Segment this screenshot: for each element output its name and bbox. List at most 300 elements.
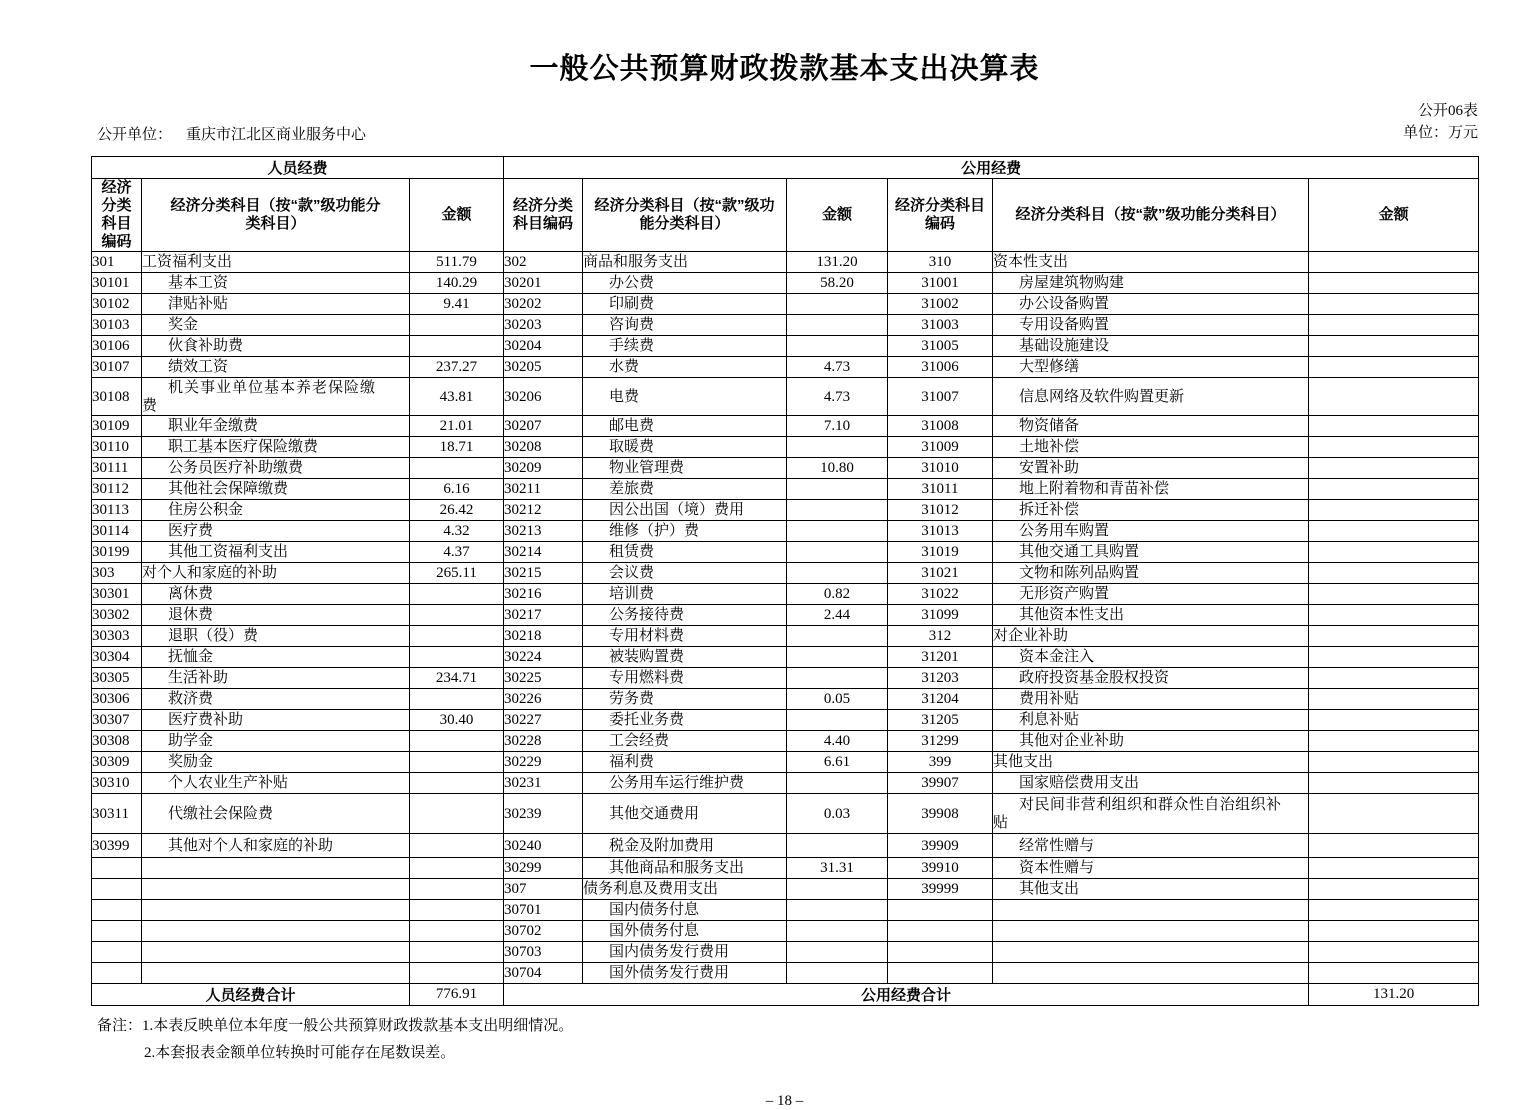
totals-row xyxy=(92,984,1479,1006)
subject-cell: 劳务费 xyxy=(583,689,787,710)
subject-cell: 电费 xyxy=(583,378,787,416)
subject-cell: 文物和陈列品购置 xyxy=(993,563,1309,584)
table-row xyxy=(92,500,1479,521)
code-cell: 30213 xyxy=(504,521,583,542)
amount-cell xyxy=(1309,668,1479,689)
amount-cell xyxy=(1309,689,1479,710)
amount-cell xyxy=(1309,900,1479,921)
amount-cell xyxy=(1309,963,1479,984)
table-row xyxy=(92,626,1479,647)
subject-cell: 国内债务付息 xyxy=(583,900,787,921)
code-cell: 30224 xyxy=(504,647,583,668)
subject-cell: 税金及附加费用 xyxy=(583,834,787,858)
subject-cell: 被装购置费 xyxy=(583,647,787,668)
amount-cell: 0.03 xyxy=(787,794,888,834)
amount-cell xyxy=(1309,584,1479,605)
amount-cell xyxy=(410,900,504,921)
column-header-code-2: 经济分类科目编码 xyxy=(504,179,583,252)
code-cell: 31204 xyxy=(888,689,993,710)
amount-cell: 0.05 xyxy=(787,689,888,710)
code-cell: 31008 xyxy=(888,416,993,437)
amount-cell xyxy=(410,689,504,710)
amount-cell xyxy=(787,942,888,963)
code-cell: 399 xyxy=(888,752,993,773)
subject-cell: 医疗费 xyxy=(142,521,410,542)
subject-cell: 国外债务付息 xyxy=(583,921,787,942)
document-sheet xyxy=(91,0,1478,1110)
table-row xyxy=(92,437,1479,458)
subject-cell: 个人农业生产补贴 xyxy=(142,773,410,794)
amount-cell xyxy=(1309,563,1479,584)
table-row xyxy=(92,521,1479,542)
subject-cell: 地上附着物和青苗补偿 xyxy=(993,479,1309,500)
amount-cell: 0.82 xyxy=(787,584,888,605)
amount-cell xyxy=(1309,416,1479,437)
column-header-subject-1: 经济分类科目（按“款”级功能分类科目） xyxy=(142,179,410,252)
page-title: 一般公共预算财政拨款基本支出决算表 xyxy=(529,53,1040,85)
amount-cell xyxy=(410,963,504,984)
subject-cell: 医疗费补助 xyxy=(142,710,410,731)
code-cell: 30216 xyxy=(504,584,583,605)
subject-cell: 其他交通工具购置 xyxy=(993,542,1309,563)
subject-cell: 工会经费 xyxy=(583,731,787,752)
code-cell: 30215 xyxy=(504,563,583,584)
subject-cell: 印刷费 xyxy=(583,294,787,315)
amount-cell xyxy=(1309,294,1479,315)
code-cell xyxy=(92,879,142,900)
code-cell: 30229 xyxy=(504,752,583,773)
amount-cell xyxy=(1309,437,1479,458)
meta-row xyxy=(91,100,1478,144)
subject-cell: 房屋建筑物购建 xyxy=(993,273,1309,294)
amount-cell: 18.71 xyxy=(410,437,504,458)
column-header-amount-2: 金额 xyxy=(787,179,888,252)
code-cell: 30399 xyxy=(92,834,142,858)
code-cell: 39999 xyxy=(888,879,993,900)
code-cell: 30702 xyxy=(504,921,583,942)
subject-cell: 拆迁补偿 xyxy=(993,500,1309,521)
subject-cell: 咨询费 xyxy=(583,315,787,336)
amount-cell xyxy=(1309,834,1479,858)
column-header-subject-2: 经济分类科目（按“款”级功能分类科目） xyxy=(583,179,787,252)
code-cell: 31010 xyxy=(888,458,993,479)
subject-cell: 安置补助 xyxy=(993,458,1309,479)
amount-cell xyxy=(1309,500,1479,521)
subject-cell: 退休费 xyxy=(142,605,410,626)
subject-cell: 绩效工资 xyxy=(142,357,410,378)
subject-cell: 商品和服务支出 xyxy=(583,252,787,273)
code-cell: 307 xyxy=(504,879,583,900)
subject-cell: 国家赔偿费用支出 xyxy=(993,773,1309,794)
table-row xyxy=(92,858,1479,879)
subject-cell: 公务用车运行维护费 xyxy=(583,773,787,794)
subject-cell: 伙食补助费 xyxy=(142,336,410,357)
code-cell: 30112 xyxy=(92,479,142,500)
subject-cell: 水费 xyxy=(583,357,787,378)
amount-cell xyxy=(1309,336,1479,357)
code-cell: 30108 xyxy=(92,378,142,416)
subject-cell: 其他支出 xyxy=(993,879,1309,900)
code-cell: 39909 xyxy=(888,834,993,858)
table-row xyxy=(92,963,1479,984)
code-cell: 31009 xyxy=(888,437,993,458)
code-cell: 30306 xyxy=(92,689,142,710)
code-cell: 30204 xyxy=(504,336,583,357)
code-cell: 31019 xyxy=(888,542,993,563)
subject-cell: 对民间非营利组织和群众性自治组织补贴 xyxy=(993,794,1309,834)
table-row xyxy=(92,773,1479,794)
amount-cell: 4.40 xyxy=(787,731,888,752)
publisher-name: 重庆市江北区商业服务中心 xyxy=(186,127,367,143)
amount-cell xyxy=(1309,378,1479,416)
subject-cell: 物资储备 xyxy=(993,416,1309,437)
code-cell xyxy=(92,942,142,963)
code-cell: 31205 xyxy=(888,710,993,731)
amount-cell xyxy=(1309,542,1479,563)
amount-cell xyxy=(410,773,504,794)
code-cell: 30303 xyxy=(92,626,142,647)
subject-cell: 其他对个人和家庭的补助 xyxy=(142,834,410,858)
subject-cell: 因公出国（境）费用 xyxy=(583,500,787,521)
amount-cell xyxy=(787,647,888,668)
code-cell: 302 xyxy=(504,252,583,273)
amount-cell xyxy=(410,336,504,357)
amount-cell: 131.20 xyxy=(787,252,888,273)
amount-cell xyxy=(787,626,888,647)
subject-cell: 抚恤金 xyxy=(142,647,410,668)
code-cell: 31003 xyxy=(888,315,993,336)
code-cell: 30240 xyxy=(504,834,583,858)
amount-cell xyxy=(787,315,888,336)
code-cell: 310 xyxy=(888,252,993,273)
amount-cell xyxy=(787,521,888,542)
code-cell: 30208 xyxy=(504,437,583,458)
amount-cell xyxy=(410,858,504,879)
subject-cell: 专用设备购置 xyxy=(993,315,1309,336)
code-cell: 30302 xyxy=(92,605,142,626)
amount-cell xyxy=(1309,626,1479,647)
subject-cell: 培训费 xyxy=(583,584,787,605)
subject-cell: 维修（护）费 xyxy=(583,521,787,542)
code-cell: 301 xyxy=(92,252,142,273)
subject-cell xyxy=(993,900,1309,921)
subject-cell: 国外债务发行费用 xyxy=(583,963,787,984)
subject-cell: 基本工资 xyxy=(142,273,410,294)
amount-cell xyxy=(1309,752,1479,773)
code-cell: 31011 xyxy=(888,479,993,500)
subject-cell: 差旅费 xyxy=(583,479,787,500)
subject-cell xyxy=(142,858,410,879)
unit-label: 单位：万元 xyxy=(1402,125,1478,141)
code-cell: 31099 xyxy=(888,605,993,626)
table-row xyxy=(92,416,1479,437)
code-cell: 30110 xyxy=(92,437,142,458)
amount-cell xyxy=(787,336,888,357)
amount-cell xyxy=(1309,357,1479,378)
column-header-row xyxy=(92,179,1479,252)
subject-cell: 救济费 xyxy=(142,689,410,710)
amount-cell xyxy=(1309,942,1479,963)
code-cell: 30231 xyxy=(504,773,583,794)
code-cell xyxy=(92,921,142,942)
subject-cell: 大型修缮 xyxy=(993,357,1309,378)
amount-cell xyxy=(787,834,888,858)
table-row xyxy=(92,942,1479,963)
code-cell: 30211 xyxy=(504,479,583,500)
subject-cell: 生活补助 xyxy=(142,668,410,689)
code-cell: 303 xyxy=(92,563,142,584)
subject-cell: 无形资产购置 xyxy=(993,584,1309,605)
subject-cell xyxy=(993,921,1309,942)
subject-cell: 债务利息及费用支出 xyxy=(583,879,787,900)
amount-cell: 511.79 xyxy=(410,252,504,273)
table-row xyxy=(92,315,1479,336)
public-total-amount: 131.20 xyxy=(1309,984,1479,1006)
personnel-total-amount: 776.91 xyxy=(410,984,504,1006)
amount-cell xyxy=(787,879,888,900)
code-cell: 30227 xyxy=(504,710,583,731)
code-cell: 30301 xyxy=(92,584,142,605)
code-cell: 30701 xyxy=(504,900,583,921)
code-cell: 30225 xyxy=(504,668,583,689)
code-cell: 30209 xyxy=(504,458,583,479)
amount-cell xyxy=(1309,921,1479,942)
code-cell: 30206 xyxy=(504,378,583,416)
subject-cell: 办公设备购置 xyxy=(993,294,1309,315)
subject-cell: 退职（役）费 xyxy=(142,626,410,647)
table-row xyxy=(92,731,1479,752)
code-cell: 30308 xyxy=(92,731,142,752)
notes-prefix: 备注： xyxy=(97,1018,143,1034)
subject-cell: 公务用车购置 xyxy=(993,521,1309,542)
subject-cell xyxy=(142,879,410,900)
subject-cell: 职业年金缴费 xyxy=(142,416,410,437)
subject-cell: 奖金 xyxy=(142,315,410,336)
amount-cell: 6.16 xyxy=(410,479,504,500)
expenditure-table xyxy=(91,156,1479,1006)
table-row xyxy=(92,689,1479,710)
code-cell: 30113 xyxy=(92,500,142,521)
amount-cell xyxy=(787,773,888,794)
code-cell: 31002 xyxy=(888,294,993,315)
code-cell: 39908 xyxy=(888,794,993,834)
code-cell: 31012 xyxy=(888,500,993,521)
subject-cell: 取暖费 xyxy=(583,437,787,458)
column-header-amount-1: 金额 xyxy=(410,179,504,252)
subject-cell: 会议费 xyxy=(583,563,787,584)
notes xyxy=(91,1013,1478,1067)
code-cell xyxy=(888,900,993,921)
table-row xyxy=(92,605,1479,626)
code-cell: 30199 xyxy=(92,542,142,563)
code-cell: 30226 xyxy=(504,689,583,710)
personnel-total-label: 人员经费合计 xyxy=(92,984,410,1006)
amount-cell xyxy=(787,437,888,458)
public-total-label: 公用经费合计 xyxy=(504,984,1309,1006)
note-line-1 xyxy=(97,1013,1478,1040)
page-number: – 18 – xyxy=(765,1093,804,1109)
code-cell: 30114 xyxy=(92,521,142,542)
code-cell xyxy=(888,921,993,942)
group-header-public: 公用经费 xyxy=(504,157,1479,179)
amount-cell: 31.31 xyxy=(787,858,888,879)
code-cell: 30217 xyxy=(504,605,583,626)
amount-cell xyxy=(787,900,888,921)
amount-cell xyxy=(787,479,888,500)
amount-cell xyxy=(787,563,888,584)
amount-cell xyxy=(410,879,504,900)
amount-cell xyxy=(410,605,504,626)
code-cell: 30307 xyxy=(92,710,142,731)
sheet-number-label: 公开06表 xyxy=(1417,103,1478,119)
amount-cell: 43.81 xyxy=(410,378,504,416)
amount-cell xyxy=(1309,521,1479,542)
amount-cell xyxy=(410,794,504,834)
subject-cell: 基础设施建设 xyxy=(993,336,1309,357)
code-cell: 31006 xyxy=(888,357,993,378)
amount-cell: 4.73 xyxy=(787,357,888,378)
code-cell: 30101 xyxy=(92,273,142,294)
subject-cell: 委托业务费 xyxy=(583,710,787,731)
subject-cell: 公务接待费 xyxy=(583,605,787,626)
subject-cell: 职工基本医疗保险缴费 xyxy=(142,437,410,458)
subject-cell: 专用燃料费 xyxy=(583,668,787,689)
code-cell xyxy=(92,900,142,921)
amount-cell: 9.41 xyxy=(410,294,504,315)
subject-cell: 其他对企业补助 xyxy=(993,731,1309,752)
subject-cell: 对个人和家庭的补助 xyxy=(142,563,410,584)
publisher-label: 公开单位： xyxy=(97,127,173,143)
amount-cell: 2.44 xyxy=(787,605,888,626)
code-cell: 30309 xyxy=(92,752,142,773)
code-cell: 39907 xyxy=(888,773,993,794)
column-header-code-3: 经济分类科目编码 xyxy=(888,179,993,252)
subject-cell: 政府投资基金股权投资 xyxy=(993,668,1309,689)
amount-cell xyxy=(410,752,504,773)
code-cell xyxy=(888,942,993,963)
subject-cell: 机关事业单位基本养老保险缴费 xyxy=(142,378,410,416)
subject-cell: 其他商品和服务支出 xyxy=(583,858,787,879)
code-cell: 30299 xyxy=(504,858,583,879)
code-cell: 30310 xyxy=(92,773,142,794)
table-row xyxy=(92,336,1479,357)
table-row xyxy=(92,584,1479,605)
amount-cell: 30.40 xyxy=(410,710,504,731)
table-row xyxy=(92,752,1479,773)
amount-cell: 4.73 xyxy=(787,378,888,416)
amount-cell xyxy=(787,500,888,521)
amount-cell xyxy=(410,731,504,752)
amount-cell xyxy=(787,963,888,984)
subject-cell: 助学金 xyxy=(142,731,410,752)
subject-cell: 土地补偿 xyxy=(993,437,1309,458)
amount-cell xyxy=(787,668,888,689)
table-row xyxy=(92,834,1479,858)
code-cell: 31021 xyxy=(888,563,993,584)
amount-cell xyxy=(410,315,504,336)
table-row xyxy=(92,357,1479,378)
subject-cell: 其他交通费用 xyxy=(583,794,787,834)
code-cell: 31005 xyxy=(888,336,993,357)
subject-cell: 资本性支出 xyxy=(993,252,1309,273)
table-row xyxy=(92,542,1479,563)
code-cell: 30102 xyxy=(92,294,142,315)
amount-cell: 4.37 xyxy=(410,542,504,563)
code-cell: 312 xyxy=(888,626,993,647)
subject-cell: 福利费 xyxy=(583,752,787,773)
amount-cell xyxy=(410,647,504,668)
amount-cell xyxy=(1309,731,1479,752)
subject-cell: 租赁费 xyxy=(583,542,787,563)
amount-cell: 10.80 xyxy=(787,458,888,479)
code-cell: 30305 xyxy=(92,668,142,689)
table-row xyxy=(92,794,1479,834)
amount-cell xyxy=(1309,252,1479,273)
meta-right xyxy=(1403,100,1478,144)
table-row xyxy=(92,252,1479,273)
table-row xyxy=(92,294,1479,315)
subject-cell: 利息补贴 xyxy=(993,710,1309,731)
note-line-2: 2.本套报表金额单位转换时可能存在尾数误差。 xyxy=(144,1045,456,1061)
amount-cell xyxy=(1309,647,1479,668)
code-cell: 30201 xyxy=(504,273,583,294)
amount-cell xyxy=(1309,479,1479,500)
code-cell: 30212 xyxy=(504,500,583,521)
table-row xyxy=(92,273,1479,294)
amount-cell xyxy=(1309,710,1479,731)
code-cell: 30205 xyxy=(504,357,583,378)
code-cell: 30107 xyxy=(92,357,142,378)
code-cell: 30218 xyxy=(504,626,583,647)
code-cell: 30228 xyxy=(504,731,583,752)
subject-cell: 经常性赠与 xyxy=(993,834,1309,858)
code-cell: 31001 xyxy=(888,273,993,294)
table-row xyxy=(92,879,1479,900)
code-cell: 30207 xyxy=(504,416,583,437)
code-cell: 30103 xyxy=(92,315,142,336)
column-header-code-1: 经济分类科目编码 xyxy=(92,179,142,252)
subject-cell: 工资福利支出 xyxy=(142,252,410,273)
subject-cell: 信息网络及软件购置更新 xyxy=(993,378,1309,416)
table-row xyxy=(92,710,1479,731)
amount-cell: 21.01 xyxy=(410,416,504,437)
subject-cell xyxy=(142,963,410,984)
amount-cell xyxy=(787,542,888,563)
subject-cell: 其他资本性支出 xyxy=(993,605,1309,626)
subject-cell: 费用补贴 xyxy=(993,689,1309,710)
amount-cell xyxy=(1309,879,1479,900)
code-cell: 30703 xyxy=(504,942,583,963)
subject-cell: 手续费 xyxy=(583,336,787,357)
subject-cell: 公务员医疗补助缴费 xyxy=(142,458,410,479)
amount-cell xyxy=(1309,794,1479,834)
subject-cell: 资本金注入 xyxy=(993,647,1309,668)
subject-cell: 奖励金 xyxy=(142,752,410,773)
subject-cell xyxy=(993,942,1309,963)
table-row xyxy=(92,921,1479,942)
subject-cell: 其他工资福利支出 xyxy=(142,542,410,563)
subject-cell: 住房公积金 xyxy=(142,500,410,521)
table-row xyxy=(92,458,1479,479)
code-cell: 30203 xyxy=(504,315,583,336)
subject-cell: 国内债务发行费用 xyxy=(583,942,787,963)
code-cell: 30109 xyxy=(92,416,142,437)
code-cell: 31007 xyxy=(888,378,993,416)
subject-cell: 离休费 xyxy=(142,584,410,605)
group-header-row xyxy=(92,157,1479,179)
subject-cell: 资本性赠与 xyxy=(993,858,1309,879)
note-1-text: 1.本表反映单位本年度一般公共预算财政拨款基本支出明细情况。 xyxy=(142,1018,574,1034)
